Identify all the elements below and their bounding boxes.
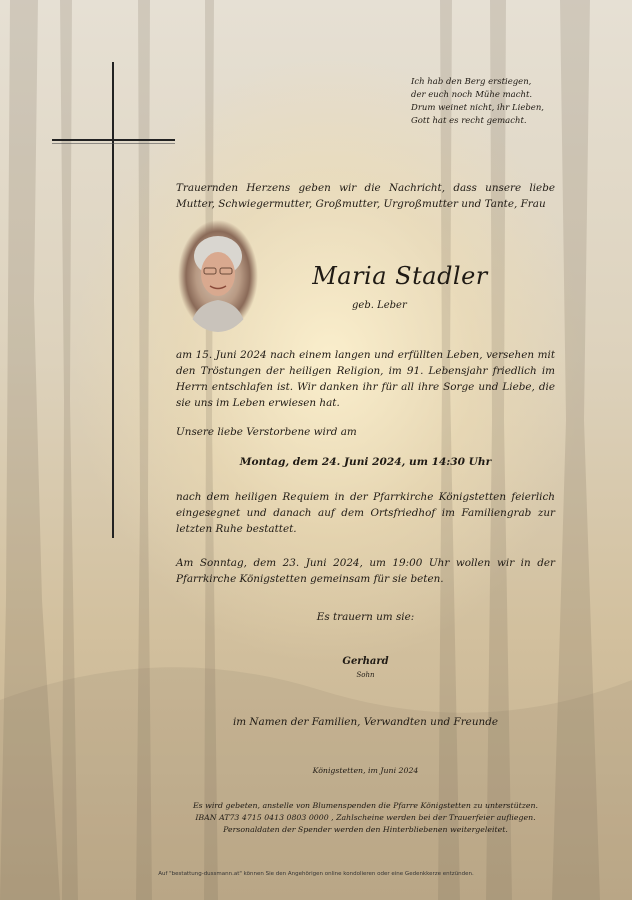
poem-line: Gott hat es recht gemacht. — [411, 116, 527, 126]
death-notice-text: am 15. Juni 2024 nach einem langen und erfüllten Leben, versehen mit den Tröstungen der heiligen Religion, im 91. Lebensjahr friedlich im Herrn entschlafen ist. Wir danken ihr für all ihre Sorge und Liebe, die sie uns im Leben erwiesen hat. — [176, 349, 555, 409]
donation-line: Personaldaten der Spender werden den Hinterbliebenen weitergeleitet. — [223, 825, 508, 834]
family-line: im Namen der Familien, Verwandten und Freunde — [232, 716, 499, 728]
portrait-photo — [178, 220, 258, 332]
cross-icon-bar-shadow — [52, 143, 175, 144]
maiden-name: geb. Leber — [352, 300, 407, 311]
poem — [411, 76, 544, 128]
poem-line: der euch noch Mühe macht. — [411, 90, 533, 100]
funeral-details: nach dem heiligen Requiem in der Pfarrkirche Königstetten feierlich eingesegnet und danach auf dem Ortsfriedhof im Familiengrab zur letzten Ruhe bestattet. — [176, 491, 555, 535]
funeral-intro: Unsere liebe Verstorbene wird am — [176, 426, 357, 438]
prayer-text: Am Sonntag, dem 23. Juni 2024, um 19:00 Uhr wollen wir in der Pfarrkirche Königstetten gemeinsam für sie beten. — [176, 557, 555, 585]
donation-line: Es wird gebeten, anstelle von Blumenspenden die Pfarre Königstetten zu unterstützen. — [192, 801, 539, 810]
intro-text: Trauernden Herzens geben wir die Nachricht, dass unsere liebe Mutter, Schwiegermutter, Großmutter, Urgroßmutter und Tante, Frau — [176, 182, 555, 210]
poem-line: Ich hab den Berg erstiegen, — [411, 77, 532, 87]
mourners-heading: Es trauern um sie: — [316, 611, 415, 623]
poem-line: Drum weinet nicht, ihr Lieben, — [411, 103, 545, 113]
funeral-date: Montag, dem 24. Juni 2024, um 14:30 Uhr — [239, 456, 492, 468]
place-date: Königstetten, im Juni 2024 — [312, 766, 419, 775]
donation-note — [176, 800, 555, 836]
deceased-name: Maria Stadler — [312, 262, 488, 290]
mourner-relation: Sohn — [356, 671, 375, 679]
footer-condolence-note: Auf "bestattung-dussmann.at" können Sie den Angehörigen online kondolieren oder eine Gedenkkerze entzünden. — [158, 871, 474, 877]
mourner-name: Gerhard — [342, 656, 389, 667]
cross-icon — [112, 62, 114, 538]
cross-icon-bar — [52, 139, 175, 141]
donation-line: IBAN AT73 4715 0413 0803 0000 , Zahlscheine werden bei der Trauerfeier aufliegen. — [195, 813, 536, 822]
